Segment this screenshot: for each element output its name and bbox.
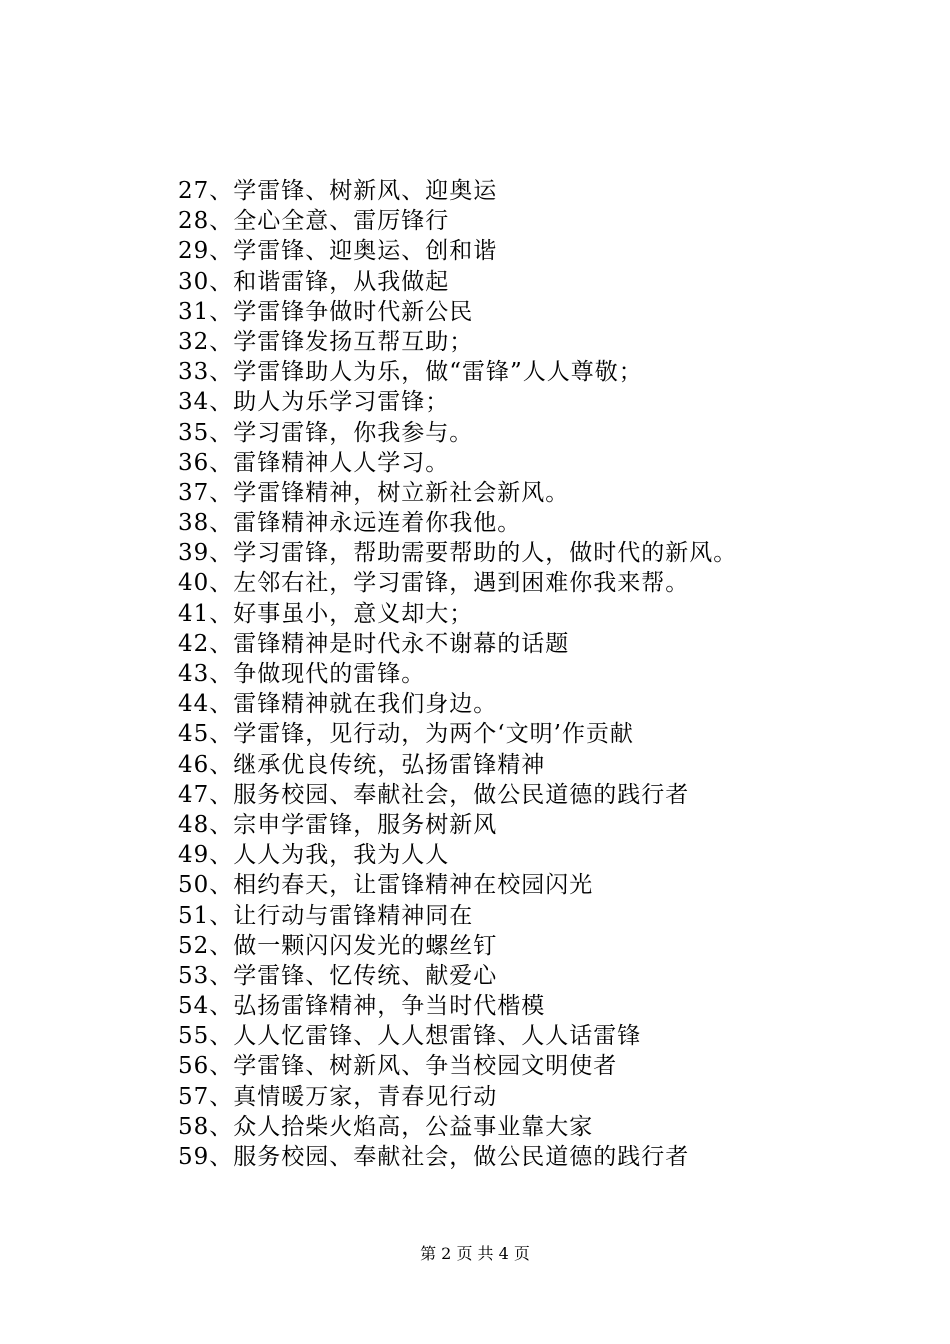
list-item: 42、雷锋精神是时代永不谢幕的话题: [178, 630, 570, 657]
list-item: 38、雷锋精神永远连着你我他。: [178, 510, 522, 537]
list-item: 59、服务校园、奉献社会，做公民道德的践行者: [178, 1144, 690, 1170]
list-item: 29、学雷锋、迎奥运、创和谐: [178, 238, 498, 265]
list-item: 45、学雷锋，见行动，为两个‘文明’作贡献: [178, 721, 634, 748]
list-item: 41、好事虽小，意义却大；: [178, 600, 474, 627]
slogan-list: [178, 176, 737, 1172]
list-item: 28、全心全意、雷厉锋行: [178, 208, 450, 235]
list-item: 36、雷锋精神人人学习。: [178, 449, 450, 476]
list-item: 27、学雷锋、树新风、迎奥运: [178, 178, 498, 204]
list-item: 37、学雷锋精神，树立新社会新风。: [178, 479, 570, 506]
list-item: 32、学雷锋发扬互帮互助；: [178, 328, 474, 355]
list-item: 39、学习雷锋，帮助需要帮助的人，做时代的新风。: [178, 540, 738, 567]
list-item: 58、众人拾柴火焰高，公益事业靠大家: [178, 1113, 594, 1140]
list-item: 50、相约春天，让雷锋精神在校园闪光: [178, 872, 594, 899]
list-item: 53、学雷锋、忆传统、献爱心: [178, 962, 498, 989]
list-item: 40、左邻右社，学习雷锋，遇到困难你我来帮。: [178, 570, 690, 597]
list-item: 46、继承优良传统，弘扬雷锋精神: [178, 751, 546, 778]
list-item: 48、宗申学雷锋，服务树新风: [178, 811, 498, 838]
list-item: 49、人人为我，我为人人: [178, 842, 450, 869]
list-item: 52、做一颗闪闪发光的螺丝钉: [178, 932, 498, 959]
list-item: 55、人人忆雷锋、人人想雷锋、人人话雷锋: [178, 1023, 642, 1050]
list-item: 30、和谐雷锋，从我做起: [178, 268, 450, 295]
list-item: 31、学雷锋争做时代新公民: [178, 298, 474, 325]
list-item: 33、学雷锋助人为乐，做“雷锋”人人尊敬；: [178, 359, 643, 386]
list-item: 34、助人为乐学习雷锋；: [178, 389, 450, 416]
page-number-footer: 第 2 页 共 4 页: [420, 1244, 530, 1263]
list-item: 57、真情暖万家，青春见行动: [178, 1083, 498, 1110]
list-item: 56、学雷锋、树新风、争当校园文明使者: [178, 1053, 618, 1080]
list-item: 54、弘扬雷锋精神，争当时代楷模: [178, 993, 546, 1020]
list-item: 43、争做现代的雷锋。: [178, 661, 426, 687]
list-item: 35、学习雷锋，你我参与。: [178, 419, 474, 446]
list-item: 44、雷锋精神就在我们身边。: [178, 691, 498, 718]
list-item: 47、服务校园、奉献社会，做公民道德的践行者: [178, 781, 690, 808]
list-item: 51、让行动与雷锋精神同在: [178, 902, 474, 929]
